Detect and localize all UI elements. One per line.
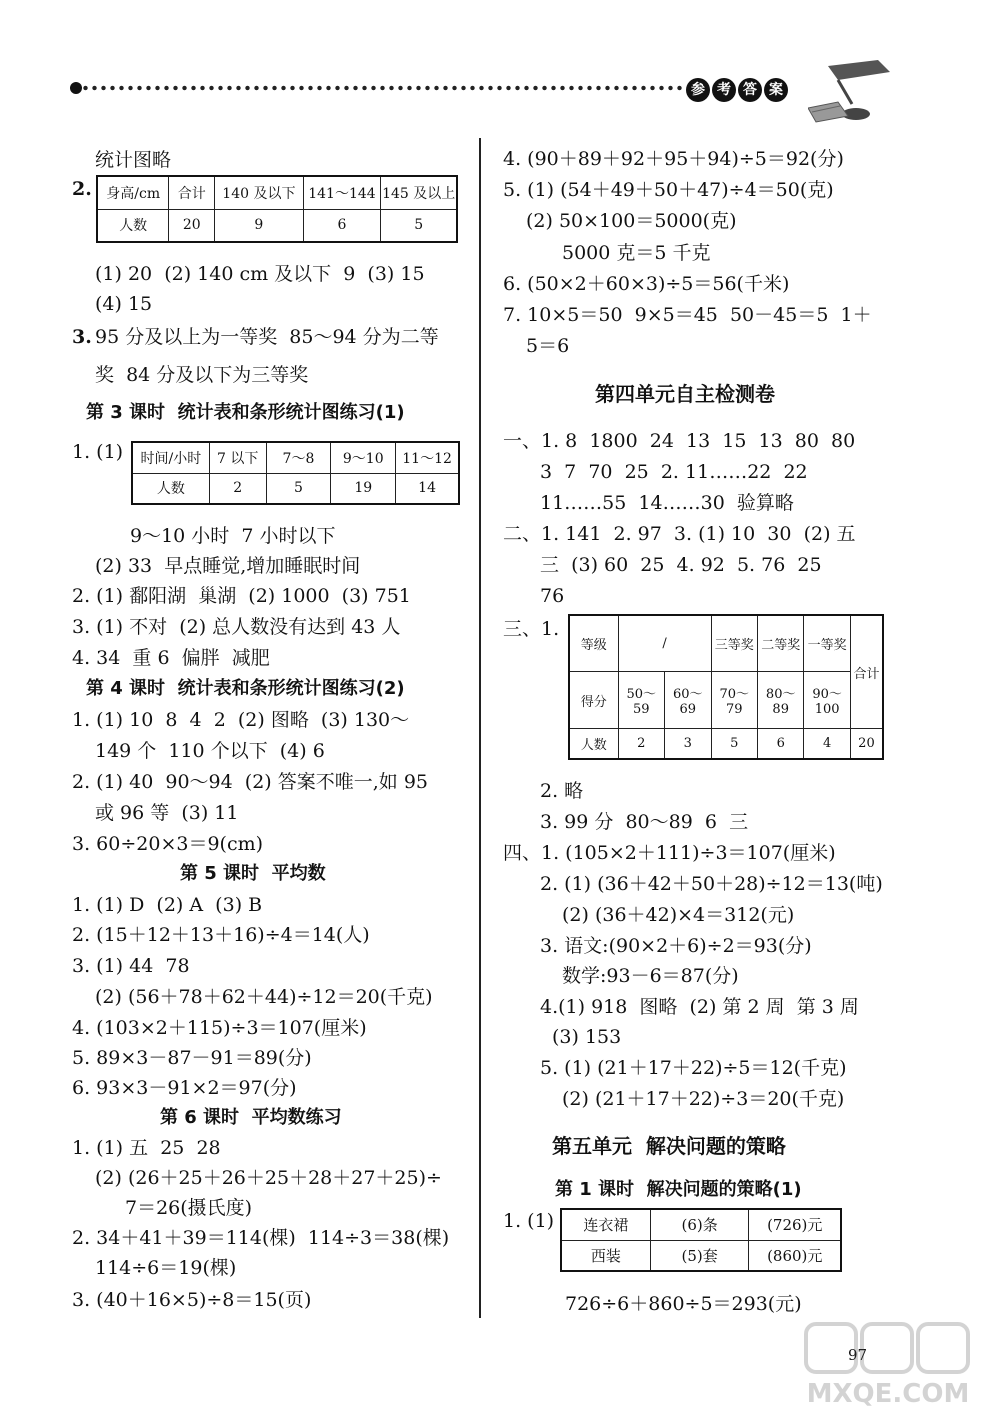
text-line: 7. 10×5＝50 9×5＝45 50－45＝5 1＋	[503, 304, 872, 326]
table-cell: 60～69	[665, 672, 711, 729]
text-line: 5＝6	[526, 335, 570, 357]
badge-char: 考	[712, 78, 736, 102]
text-line: (2) (26＋25＋26＋25＋28＋27＋25)÷	[95, 1167, 442, 1189]
text-line: 5. (1) (21＋17＋22)÷5＝12(千克)	[540, 1057, 847, 1079]
text-line: 3. (1) 不对 (2) 总人数没有达到 43 人	[72, 616, 401, 638]
text-line: 统计图略	[95, 149, 172, 171]
clothing-price-table	[560, 1208, 842, 1272]
text-line: 1. (1) 五 25 28	[72, 1137, 221, 1159]
text-line: 3. (1) 44 78	[72, 955, 190, 977]
text-line: 2. 略	[540, 780, 584, 802]
text-line: 5000 克＝5 千克	[562, 242, 711, 264]
text-line: 2. (15＋12＋13＋16)÷4＝14(人)	[72, 924, 370, 946]
text-line: 4. (90＋89＋92＋95＋94)÷5＝92(分)	[503, 148, 844, 170]
text-line: 3. (40＋16×5)÷8＝15(页)	[72, 1289, 312, 1311]
text-line: 奖 84 分及以下为三等奖	[95, 364, 309, 386]
text-line: 3. 语文:(90×2＋6)÷2＝93(分)	[540, 935, 812, 957]
table-cell: 人数	[569, 729, 618, 759]
table-cell: 145 及以上	[381, 176, 457, 209]
text-line: 1. (1) 10 8 4 2 (2) 图略 (3) 130～	[72, 709, 410, 731]
table-cell: 2	[209, 473, 266, 504]
table-cell: 西装	[561, 1240, 650, 1271]
table-cell: 7～8	[266, 442, 331, 473]
text-line: 或 96 等 (3) 11	[95, 802, 239, 824]
text-line: 726÷6＋860÷5＝293(元)	[565, 1293, 802, 1315]
text-line: 6. (50×2＋60×3)÷5＝56(千米)	[503, 273, 790, 295]
table-cell: (726)元	[749, 1209, 841, 1240]
badge-char: 答	[738, 78, 762, 102]
text-line: 2. 34＋41＋39＝114(棵) 114÷3＝38(棵)	[72, 1227, 450, 1249]
watermark-logo	[788, 1320, 988, 1410]
text-line: 6. 93×3－91×2＝97(分)	[72, 1077, 297, 1099]
table-cell: 50～59	[618, 672, 664, 729]
text-line: 三 (3) 60 25 4. 92 5. 76 25	[540, 554, 822, 576]
table-cell: 20	[169, 209, 215, 242]
text-line: 9～10 小时 7 小时以下	[130, 525, 336, 547]
table-cell: 7 以下	[209, 442, 266, 473]
badge-char: 参	[686, 78, 710, 102]
table-cell: 5	[381, 209, 457, 242]
text-line: 4. (103×2＋115)÷3＝107(厘米)	[72, 1017, 367, 1039]
text-line: 1. (1)	[503, 1210, 555, 1232]
text-line: 数学:93－6＝87(分)	[562, 965, 739, 987]
reference-answers-badge	[686, 78, 788, 102]
table-cell: 人数	[132, 473, 209, 504]
badge-char: 案	[764, 78, 788, 102]
text-line: 二、1. 141 2. 97 3. (1) 10 30 (2) 五	[503, 523, 856, 545]
text-line: (2) (36＋42)×4＝312(元)	[562, 904, 795, 926]
table-cell: (860)元	[749, 1240, 841, 1271]
text-line: 三、1.	[503, 618, 560, 640]
text-line: 3. 60÷20×3＝9(cm)	[72, 833, 264, 855]
table-cell: 合计	[169, 176, 215, 209]
table-cell: (5)套	[650, 1240, 749, 1271]
table-cell: 3	[665, 729, 711, 759]
table-cell: 2	[618, 729, 664, 759]
text-line: 7＝26(摄氏度)	[125, 1197, 253, 1219]
text-line: 4. 34 重 6 偏胖 减肥	[72, 647, 270, 669]
table-cell: 6	[303, 209, 381, 242]
score-grade-table	[568, 614, 884, 760]
text-line: 5. (1) (54＋49＋50＋47)÷4＝50(克)	[503, 179, 834, 201]
watermark-text: MXQE.COM	[806, 1379, 970, 1409]
table-cell: 身高/cm	[97, 176, 169, 209]
table-cell: 人数	[97, 209, 169, 242]
table-cell: 5	[711, 729, 757, 759]
column-divider	[479, 138, 481, 1318]
table-cell: 80～89	[757, 672, 803, 729]
section-heading: 第 6 课时 平均数练习	[160, 1107, 342, 1128]
text-line: 一、1. 8 1800 24 13 15 13 80 80	[503, 430, 856, 452]
text-line: (4) 15	[95, 293, 153, 315]
text-line: (2) 50×100＝5000(克)	[526, 210, 737, 232]
question-number: 2.	[72, 178, 92, 200]
text-line: 76	[540, 585, 565, 607]
table-cell: 5	[266, 473, 331, 504]
table-cell: 11～12	[396, 442, 459, 473]
text-line: 四、1. (105×2＋111)÷3＝107(厘米)	[503, 842, 836, 864]
text-line: (2) 33 早点睡觉,增加睡眠时间	[95, 555, 361, 577]
question-number: 3.	[72, 326, 92, 348]
height-table	[96, 175, 458, 243]
text-line: 3. 99 分 80～89 6 三	[540, 811, 749, 833]
section-heading: 第 4 课时 统计表和条形统计图练习(2)	[86, 678, 405, 699]
text-line: 2. (1) 鄱阳湖 巢湖 (2) 1000 (3) 751	[72, 585, 411, 607]
header-dotted-rule	[72, 80, 682, 96]
table-cell: 4	[804, 729, 850, 759]
text-line: 114÷6＝19(棵)	[95, 1257, 237, 1279]
table-cell: 合计	[850, 615, 883, 729]
table-cell: (6)条	[650, 1209, 749, 1240]
page-number: 97	[848, 1346, 868, 1364]
text-line: 149 个 110 个以下 (4) 6	[95, 740, 325, 762]
table-cell: 20	[850, 729, 883, 759]
table-cell: 14	[396, 473, 459, 504]
sleep-time-table	[131, 441, 460, 505]
table-cell: 19	[331, 473, 396, 504]
text-line: 2. (1) 40 90～94 (2) 答案不唯一,如 95	[72, 771, 429, 793]
text-line: 3 7 70 25 2. 11……22 22	[540, 461, 808, 483]
table-cell: 连衣裙	[561, 1209, 650, 1240]
table-cell: 得分	[569, 672, 618, 729]
text-line: 1. (1)	[72, 441, 124, 463]
table-cell: 90～100	[804, 672, 850, 729]
text-line: 11……55 14……30 验算略	[540, 492, 794, 514]
table-cell: 6	[757, 729, 803, 759]
table-cell: 140 及以下	[215, 176, 303, 209]
text-line: 5. 89×3－87－91＝89(分)	[72, 1047, 312, 1069]
text-line: 2. (1) (36＋42＋50＋28)÷12＝13(吨)	[540, 873, 883, 895]
unit-heading: 第五单元 解决问题的策略	[552, 1134, 786, 1158]
section-heading: 第 3 课时 统计表和条形统计图练习(1)	[86, 402, 405, 423]
table-cell: 一等奖	[804, 615, 850, 672]
text-line: 95 分及以上为一等奖 85～94 分为二等	[95, 326, 439, 348]
section-heading: 第 5 课时 平均数	[180, 863, 326, 884]
table-cell: 等级	[569, 615, 618, 672]
section-heading: 第 1 课时 解决问题的策略(1)	[555, 1179, 802, 1200]
table-cell: 9	[215, 209, 303, 242]
table-cell: 三等奖	[711, 615, 757, 672]
unit-heading: 第四单元自主检测卷	[595, 382, 775, 406]
text-line: (2) (56＋78＋62＋44)÷12＝20(千克)	[95, 986, 433, 1008]
table-cell: 9～10	[331, 442, 396, 473]
text-line: (1) 20 (2) 140 cm 及以下 9 (3) 15	[95, 263, 425, 285]
table-cell: 时间/小时	[132, 442, 209, 473]
text-line: (2) (21＋17＋22)÷3＝20(千克)	[562, 1088, 845, 1110]
table-cell: 二等奖	[757, 615, 803, 672]
table-cell: 141～144	[303, 176, 381, 209]
table-cell: 70～79	[711, 672, 757, 729]
text-line: 4.(1) 918 图略 (2) 第 2 周 第 3 周	[540, 996, 859, 1018]
text-line: (3) 153	[552, 1026, 622, 1048]
text-line: 1. (1) D (2) A (3) B	[72, 894, 263, 916]
table-cell: /	[618, 615, 711, 672]
desk-lamp-icon	[808, 58, 898, 128]
